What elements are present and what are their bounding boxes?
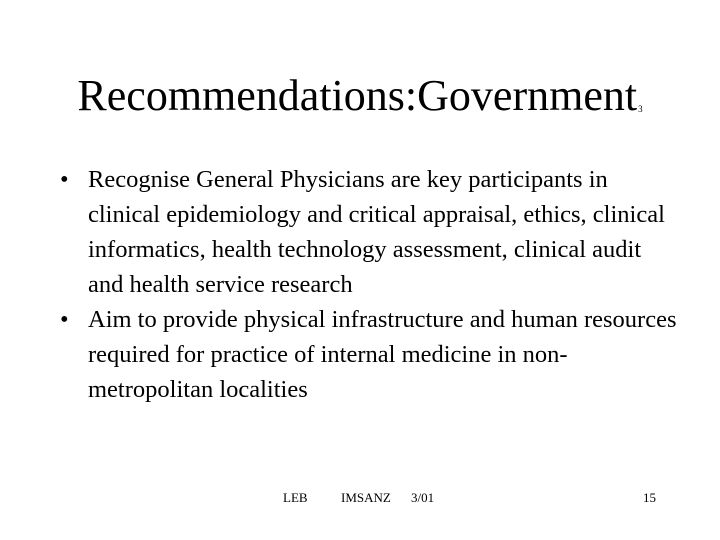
- bullet-marker: •: [60, 306, 69, 333]
- footer-date: 3/01: [411, 490, 435, 505]
- bullet-item: [60, 162, 680, 302]
- footer-author: LEB: [283, 490, 308, 505]
- bullet-text: Aim to provide physical infrastructure and human resources required for practice of internal medicine in non-metropolitan localities: [88, 306, 677, 403]
- bullet-text: Recognise General Physicians are key participants in clinical epidemiology and critical appraisal, ethics, clinical informatics, health technology assessment, clinical audit and health service research: [88, 166, 665, 298]
- footer-page-number: 15: [643, 490, 656, 505]
- bullet-marker: •: [60, 166, 69, 193]
- slide-title-subscript: 3: [638, 104, 643, 114]
- slide-title-text: Recommendations:Government: [77, 71, 638, 120]
- bullet-item: [60, 302, 680, 407]
- bullet-list: [60, 162, 680, 407]
- footer-organization: IMSANZ: [341, 490, 391, 505]
- slide-title: [0, 70, 720, 133]
